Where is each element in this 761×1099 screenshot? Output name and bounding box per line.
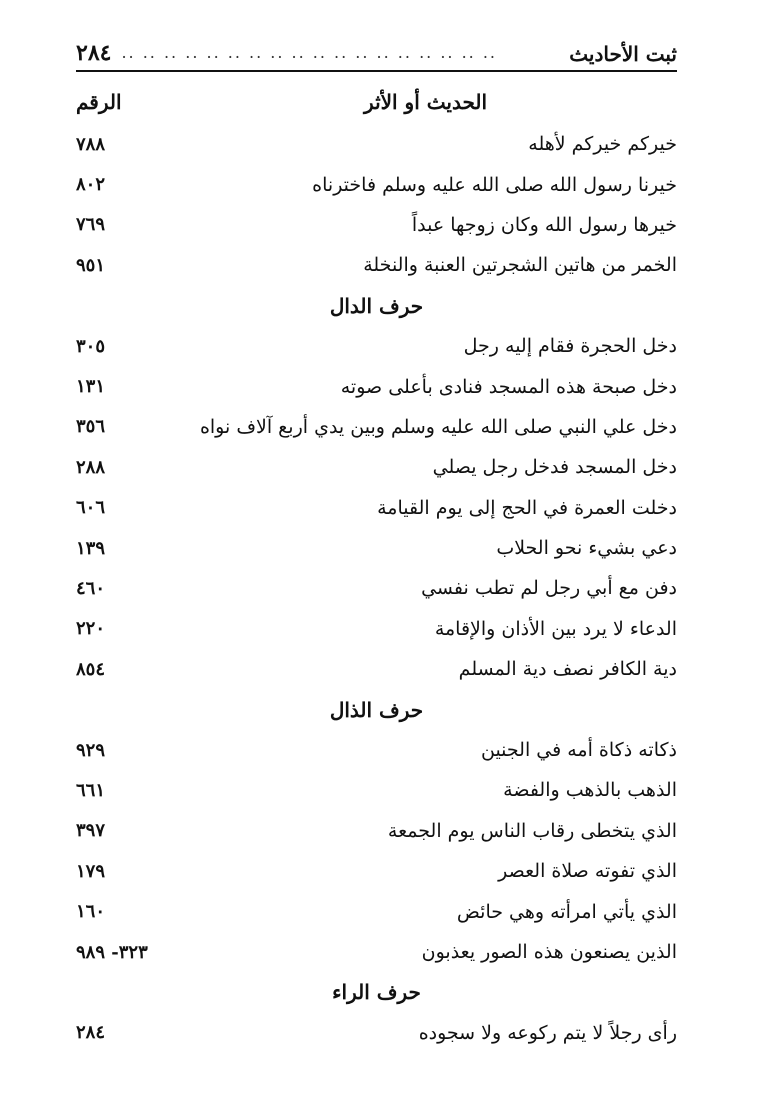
item-number: ١٦٠ [76, 901, 106, 923]
item-number: ٣٠٥ [76, 335, 106, 357]
item-number: ٢٨٤ [76, 1022, 106, 1044]
item-number: ٧٦٩ [76, 214, 106, 236]
item-number: ٨٥٤ [76, 658, 106, 680]
item-text: دفن مع أبي رجل لم تطب نفسي [421, 577, 677, 600]
list-item [76, 1013, 677, 1053]
list-item [76, 891, 677, 931]
item-number: ٨٠٢ [76, 174, 106, 196]
item-text: دخل الحجرة فقام إليه رجل [463, 335, 677, 358]
column-header-text: الحديث أو الأثر [364, 90, 487, 114]
item-text: ذكاته ذكاة أمه في الجنين [480, 739, 677, 762]
section-heading: حرف الدال [329, 293, 424, 318]
item-number: ٧٨٨ [76, 133, 106, 155]
list-item [76, 205, 677, 245]
running-title: ثبت الأحاديث [569, 42, 677, 66]
column-headers [76, 84, 677, 120]
item-number: ١٣٩ [76, 537, 106, 559]
item-text: دعي بشيء نحو الحلاب [496, 537, 677, 560]
item-text: الخمر من هاتين الشجرتين العنبة والنخلة [363, 254, 677, 277]
item-text: الذي يأتي امرأته وهي حائض [456, 900, 677, 923]
list-item [76, 730, 677, 770]
list-item [76, 366, 677, 406]
leader-dots: .. .. .. .. .. .. .. .. .. .. .. .. .. .. .. .. .. .. [121, 43, 498, 62]
list-item [76, 932, 677, 972]
list-item [76, 245, 677, 285]
item-text: خيرها رسول الله وكان زوجها عبداً [411, 213, 677, 236]
list-item [76, 447, 677, 487]
page-header [76, 30, 677, 72]
item-text: الذين يصنعون هذه الصور يعذبون [421, 941, 677, 963]
item-number: ٦٦١ [76, 779, 106, 801]
list-item [76, 488, 677, 528]
item-number: ٩٢٩ [76, 739, 106, 761]
item-text: دية الكافر نصف دية المسلم [458, 658, 677, 681]
item-number: ٣٩٧ [76, 820, 106, 842]
item-text: الدعاء لا يرد بين الأذان والإقامة [434, 617, 677, 640]
hadith-index-list [76, 124, 677, 1053]
section-heading: حرف الذال [329, 697, 424, 722]
item-number: ٢٢٠ [76, 618, 106, 640]
item-number: ٦٠٦ [76, 497, 106, 519]
list-item [76, 811, 677, 851]
item-number: ٣٥٦ [76, 416, 106, 438]
item-text: خيرنا رسول الله صلى الله عليه وسلم فاخترناه [312, 173, 677, 196]
list-item [76, 164, 677, 204]
list-item [76, 851, 677, 891]
list-item [76, 124, 677, 164]
list-item [76, 528, 677, 568]
item-text: دخلت العمرة في الحج إلى يوم القيامة [377, 496, 677, 519]
item-text: دخل المسجد فدخل رجل يصلي [432, 456, 677, 479]
list-item [76, 649, 677, 689]
list-item [76, 407, 677, 447]
list-item [76, 770, 677, 810]
item-number: ١٣١ [76, 376, 106, 398]
item-number: ٩٥١ [76, 254, 106, 276]
item-text: الذي يتخطى رقاب الناس يوم الجمعة [387, 819, 677, 842]
item-text: الذي تفوته صلاة العصر [498, 860, 677, 883]
column-header-number: الرقم [76, 90, 122, 114]
list-item [76, 609, 677, 649]
item-number: ٣٢٣- ٩٨٩ [76, 941, 148, 963]
section-heading: حرف الراء [332, 980, 421, 1005]
item-text: الذهب بالذهب والفضة [503, 779, 677, 802]
item-number: ٤٦٠ [76, 577, 106, 599]
list-item [76, 326, 677, 366]
item-number: ٢٨٨ [76, 456, 106, 478]
item-number: ١٧٩ [76, 860, 106, 882]
item-text: خيركم خيركم لأهله [528, 133, 677, 156]
item-text: رأى رجلاً لا يتم ركوعه ولا سجوده [418, 1021, 677, 1044]
item-text: دخل علي النبي صلى الله عليه وسلم وبين يدي أربع آلاف نواه [199, 415, 677, 438]
page-number: ٢٨٤ [76, 40, 112, 66]
list-item [76, 568, 677, 608]
item-text: دخل صبحة هذه المسجد فنادى بأعلى صوته [340, 375, 677, 398]
